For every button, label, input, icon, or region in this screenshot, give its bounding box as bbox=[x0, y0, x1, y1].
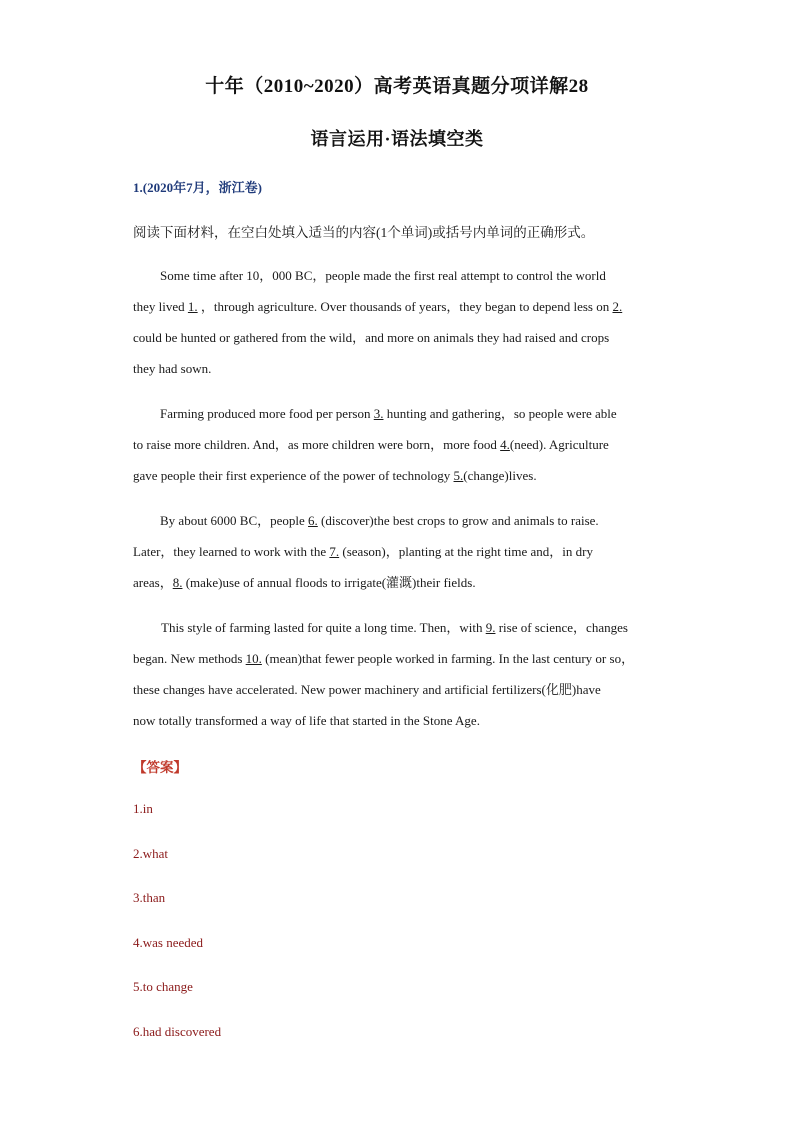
passage-paragraph-1 bbox=[133, 260, 661, 384]
line-text: gave people their first experience of the power of technology bbox=[133, 468, 454, 483]
line-text: (mean)that fewer people worked in farming. In the last century or so， bbox=[261, 651, 635, 666]
blank-8: 8. bbox=[172, 575, 183, 590]
answer-item: 3.than bbox=[133, 890, 166, 905]
blank-5: 5. bbox=[453, 468, 464, 483]
line-text: to raise more children. And，as more children were born，more food bbox=[133, 437, 501, 452]
passage-paragraph-2 bbox=[133, 398, 661, 491]
blank-3: 3. bbox=[373, 406, 384, 421]
line-text: Farming produced more food per person bbox=[160, 406, 374, 421]
line-text: (discover)the best crops to grow and animals to raise. bbox=[317, 513, 599, 528]
document-subtitle: 语言运用·语法填空类 bbox=[310, 129, 484, 149]
blank-7: 7. bbox=[329, 544, 340, 559]
answer-item: 2.what bbox=[133, 846, 169, 861]
question-heading: 1.(2020年7月，浙江卷) bbox=[133, 180, 262, 195]
question-instruction: 阅读下面材料，在空白处填入适当的内容(1个单词)或括号内单词的正确形式。 bbox=[133, 225, 595, 240]
paragraph-line bbox=[133, 612, 661, 643]
blank-1: 1. bbox=[187, 299, 198, 314]
paragraph-line bbox=[133, 567, 661, 598]
line-text: Later，they learned to work with the bbox=[133, 544, 330, 559]
line-text: (need). Agriculture bbox=[509, 437, 609, 452]
paragraph-line: now totally transformed a way of life that started in the Stone Age. bbox=[133, 713, 480, 728]
blank-4: 4. bbox=[500, 437, 510, 452]
line-text: ，through agriculture. Over thousands of years，they began to depend less on bbox=[197, 299, 613, 314]
line-text: they lived bbox=[133, 299, 188, 314]
line-text: rise of science，changes bbox=[495, 620, 628, 635]
line-text: (change)lives. bbox=[463, 468, 537, 483]
blank-2: 2. bbox=[612, 299, 623, 314]
paragraph-line bbox=[133, 460, 661, 491]
line-text: By about 6000 BC，people bbox=[160, 513, 309, 528]
answer-item: 6.had discovered bbox=[133, 1024, 222, 1039]
line-text: areas， bbox=[133, 575, 173, 590]
answer-item: 1.in bbox=[133, 801, 153, 816]
blank-10: 10. bbox=[245, 651, 262, 666]
paragraph-line: could be hunted or gathered from the wild，and more on animals they had raised and crops bbox=[133, 330, 610, 345]
paragraph-line: they had sown. bbox=[133, 361, 212, 376]
document-title: 十年（2010~2020）高考英语真题分项详解28 bbox=[205, 76, 589, 97]
line-text: (make)use of annual floods to irrigate(灌溉)their fields. bbox=[182, 575, 476, 590]
answer-heading: 【答案】 bbox=[133, 760, 187, 775]
passage-paragraph-4 bbox=[133, 612, 661, 736]
paragraph-line: these changes have accelerated. New power machinery and artificial fertilizers(化肥)have bbox=[133, 682, 601, 697]
paragraph-line bbox=[133, 536, 661, 567]
answer-item: 5.to change bbox=[133, 979, 193, 994]
paragraph-line bbox=[133, 291, 661, 322]
paragraph-line bbox=[133, 429, 661, 460]
paragraph-line bbox=[133, 505, 661, 536]
paragraph-line bbox=[133, 398, 661, 429]
line-text: (season)，planting at the right time and，in dry bbox=[339, 544, 593, 559]
paragraph-line: Some time after 10，000 BC，people made the first real attempt to control the world bbox=[160, 268, 606, 283]
paragraph-line bbox=[133, 643, 661, 674]
passage-paragraph-3 bbox=[133, 505, 661, 598]
answer-item: 4.was needed bbox=[133, 935, 204, 950]
blank-6: 6. bbox=[308, 513, 318, 528]
line-text: hunting and gathering，so people were able bbox=[383, 406, 617, 421]
line-text: This style of farming lasted for quite a long time. Then，with bbox=[161, 620, 486, 635]
line-text: began. New methods bbox=[133, 651, 246, 666]
blank-9: 9. bbox=[485, 620, 496, 635]
